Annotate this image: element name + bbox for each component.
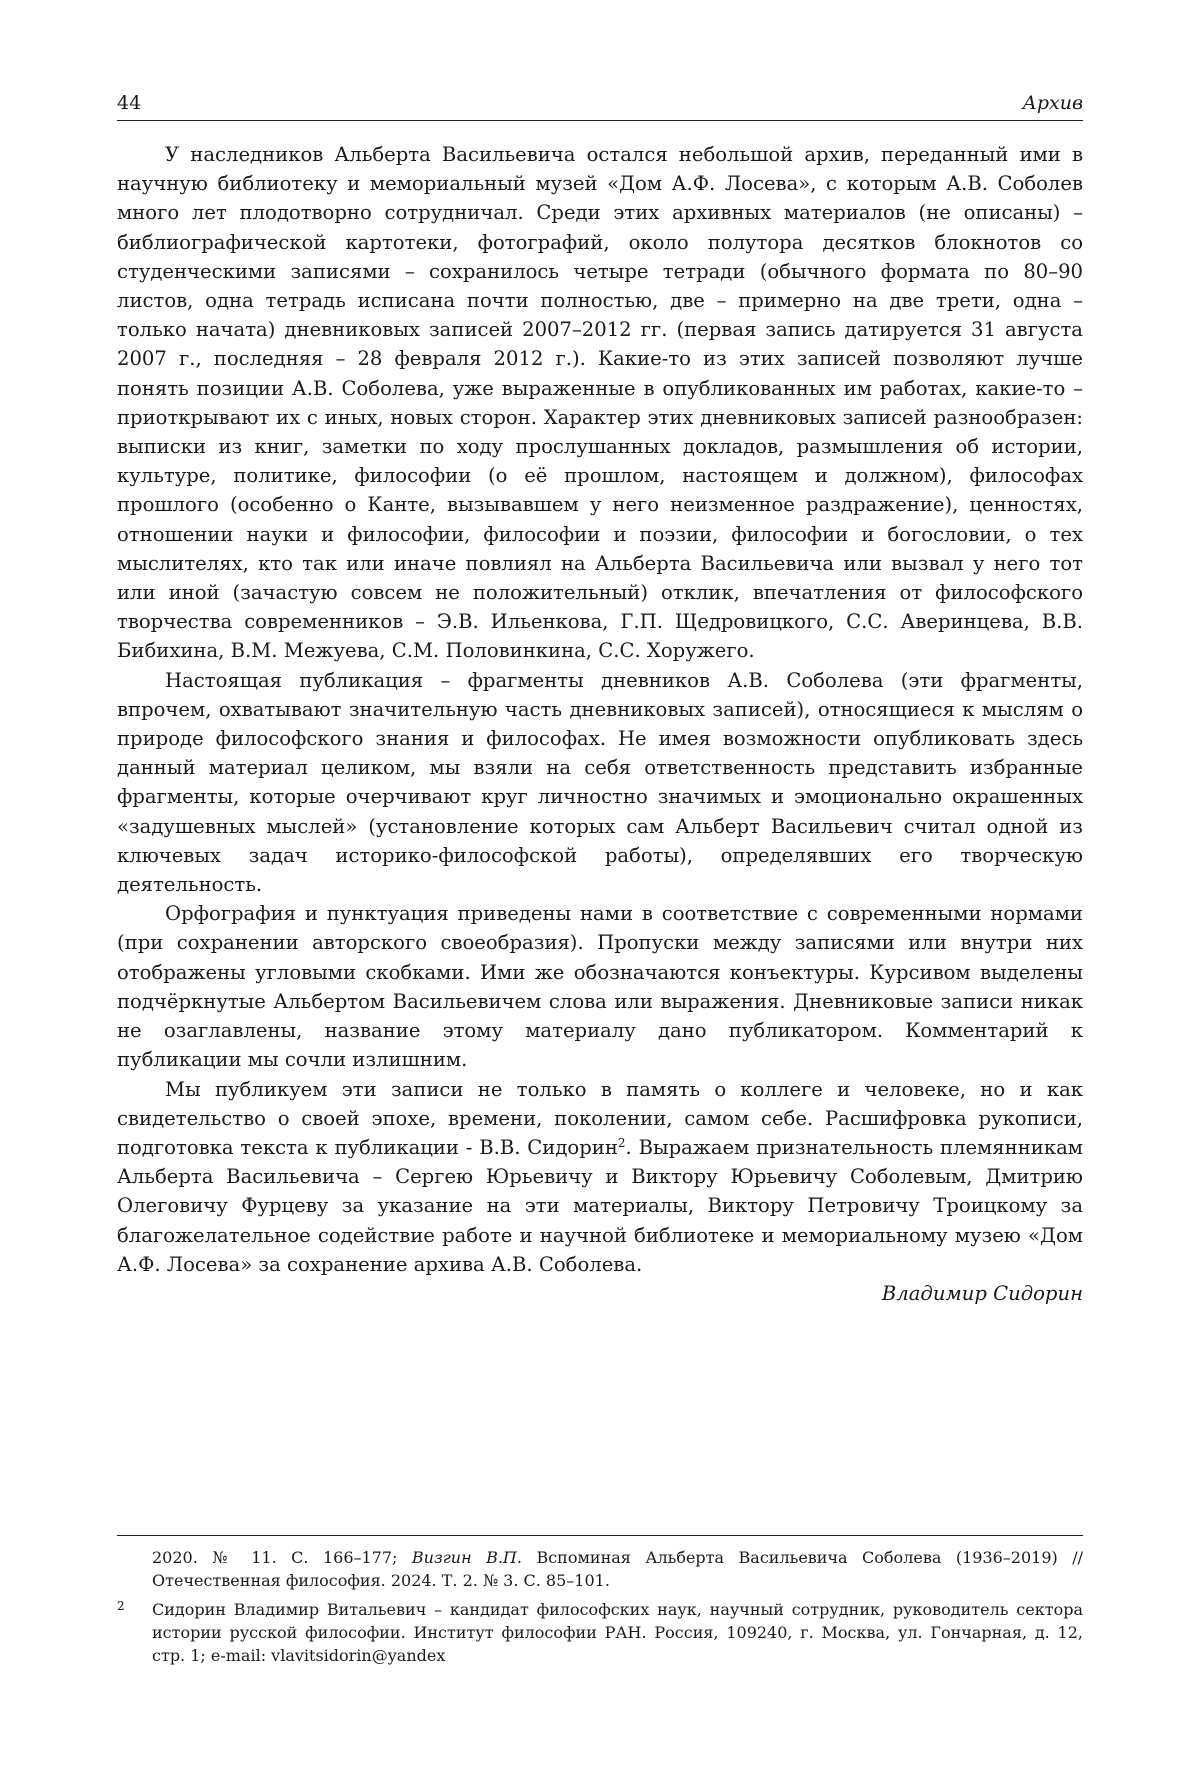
- footnote-reference-2[interactable]: 2: [617, 1135, 626, 1150]
- footnote-continued: [117, 1546, 1083, 1592]
- footnotes: [117, 1546, 1083, 1673]
- running-head: [117, 92, 1083, 121]
- footnote-continued-author: Визгин В.П.: [411, 1548, 522, 1567]
- acknowledgements-text-end: . Выражаем признательность племянникам Альберта Васильевича – Сергею Юрьевичу и Виктору Юрьевичу Соболевым, Дмитрию Олеговичу Фурцеву за указание на эти материалы, Виктору Петровичу Троицкому за благожелательное содействие работе и научной библиотеке и мемориальному музею «Дом А.Ф. Лосева» за сохранение архива А.В. Соболева.: [117, 1135, 1083, 1276]
- footnote-2-number: 2: [117, 1599, 125, 1613]
- page-number: 44: [117, 92, 142, 114]
- section-title: Архив: [1022, 92, 1083, 114]
- paragraph-orthography: Орфография и пунктуация приведены нами в соответствие с современными нормами (при сохранении авторского своеобразия). Пропуски между записями или внутри них отображены угловыми скобками. Ими же обозначаются конъектуры. Курсивом выделены подчёркнутые Альбертом Васильевичем слова или выражения. Дневниковые записи никак не озаглавлены, название этому материалу дано публикатором. Комментарий к публикации мы сочли излишним.: [117, 902, 1083, 1072]
- footnote-continued-text-b: Вспоминая Альберта Васильевича Соболева (1936–2019) // Отечественная философия. 2024. Т. 2. № 3. С. 85–101.: [152, 1548, 1084, 1590]
- acknowledgements-text-start: Мы публикуем эти записи не только в память о коллеге и человеке, но и как свидетельство о своей эпохе, времени, поколении, самом себе. Расшифровка рукописи, подготовка текста к публикации - В.В. Сидорин: [117, 1077, 1083, 1159]
- paragraph-archive: У наследников Альберта Васильевича остался небольшой архив, переданный ими в научную библиотеку и мемориальный музей «Дом А.Ф. Лосева», с которым А.В. Соболев много лет плодотворно сотрудничал. Среди этих архивных материалов (не описаны) – библиографической картотеки, фотографий, около полутора десятков блокнотов со студенческими записями – сохранилось четыре тетради (обычного формата по 80–90 листов, одна тетрадь исписана почти полностью, две – примерно на две трети, одна – только начата) дневниковых записей 2007–2012 гг. (первая запись датируется 31 августа 2007 г., последняя – 28 февраля 2012 г.). Какие-то из этих записей позволяют лучше понять позиции А.В. Соболева, уже выраженные в опубликованных им работах, какие-то – приоткрывают их с иных, новых сторон. Характер этих дневниковых записей разнообразен: выписки из книг, заметки по ходу прослушанных докладов, размышления об истории, культуре, политике, философии (о её прошлом, настоящем и должном), философах прошлого (особенно о Канте, вызывавшем у него неизменное раздражение), ценностях, отношении науки и философии, философии и поэзии, философии и богословии, о тех мыслителях, кто так или иначе повлиял на Альберта Васильевича или вызвал у него тот или иной (зачастую совсем не положительный) отклик, впечатления от философского творчества современников – Э.В. Ильенкова, Г.П. Щедровицкого, С.С. Аверинцева, В.В. Бибихина, В.М. Межуева, С.М. Половинкина, С.С. Хоружего.: [117, 143, 1083, 663]
- footnote-2-text: Сидорин Владимир Витальевич – кандидат философских наук, научный сотрудник, руководитель сектора истории русской философии. Институт философии РАН. Россия, 109240, г. Москва, ул. Гончарная, д. 12, стр. 1; e-mail: vlavitsidorin@yandex: [152, 1600, 1083, 1665]
- paragraph-publication: Настоящая публикация – фрагменты дневников А.В. Соболева (эти фрагменты, впрочем, охватывают значительную часть дневниковых записей), относящиеся к мыслям о природе философского знания и философах. Не имея возможности опубликовать здесь данный материал целиком, мы взяли на себя ответственность представить избранные фрагменты, которые очерчивают круг личностно значимых и эмоционально окрашенных «задушевных мыслей» (установление которых сам Альберт Васильевич считал одной из ключевых задач историко-философской работы), определявших его творческую деятельность.: [117, 668, 1083, 897]
- footnote-2: [117, 1598, 1083, 1667]
- footnote-divider: [117, 1535, 1083, 1536]
- paragraph-acknowledgements: [117, 1075, 1083, 1279]
- footnote-continued-text-a: 2020. № 11. С. 166–177;: [152, 1548, 412, 1567]
- main-text: [117, 140, 1083, 1308]
- author-signature: Владимир Сидорин: [881, 1281, 1083, 1305]
